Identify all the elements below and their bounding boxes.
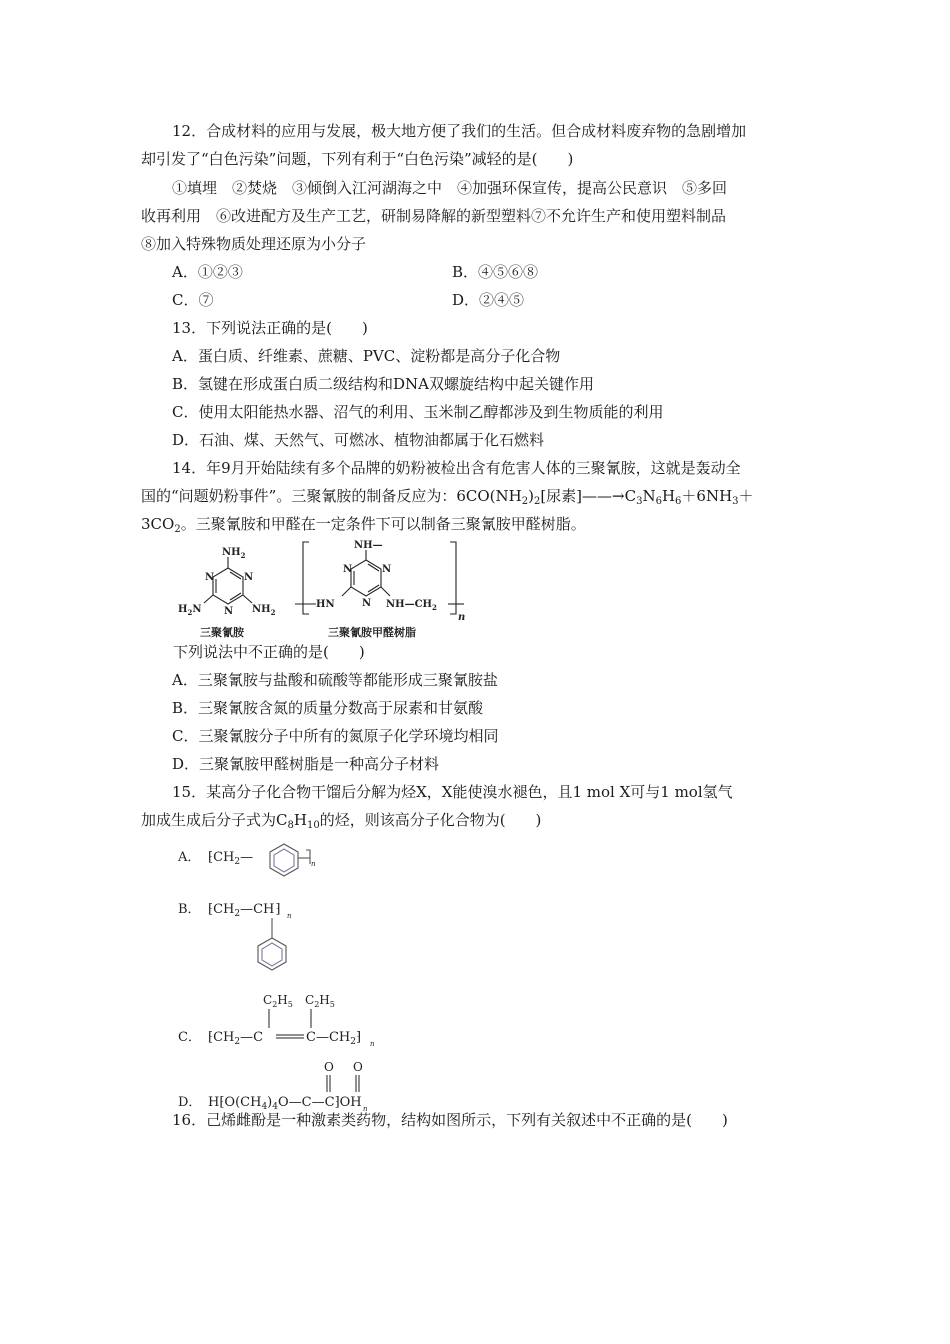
q12-list-line-3: ⑧加入特殊物质处理还原为小分子	[141, 235, 367, 253]
resin-top-nh: NH—	[354, 540, 383, 551]
q14-option-d: D．三聚氰胺甲醛树脂是一种高分子材料	[172, 755, 440, 773]
q15-option-a-formula: $⁅CH_2—$	[208, 850, 254, 867]
resin-left-hn: HN	[316, 599, 335, 610]
melamine-right-amine: $NH_2$	[252, 604, 276, 617]
q15-option-d-formula: $H⁅O(CH_4)_4O—C—C⁆OH$	[208, 1095, 362, 1112]
q15-option-d-bonds	[327, 1075, 359, 1092]
q15-option-b-label: B．	[178, 902, 201, 917]
q12-option-c: C．⑦	[172, 291, 214, 309]
q15-option-c-label: C．	[178, 1030, 201, 1045]
q15-option-c-ethyl-1: $C_2H_5$	[263, 993, 293, 1009]
q15-option-a-benzene	[270, 844, 310, 876]
q12-list-line-1: ①填埋 ②焚烧 ③倾倒入江河湖海之中 ④加强环保宣传，提高公民意识 ⑤多回	[172, 179, 728, 197]
q15-options-figure	[170, 838, 450, 1118]
melamine-ring-n-1: N	[205, 572, 215, 583]
q15-option-a-label: A．	[178, 850, 201, 865]
q12-stem-line-1: 12．合成材料的应用与发展，极大地方便了我们的生活。但合成材料废弃物的急剧增加	[172, 122, 747, 140]
q15-stem-line-2: 加成生成后分子式为$C_8H_{10}$的烃，则该高分子化合物为( )	[141, 811, 542, 831]
q15-stem-line-1: 15．某高分子化合物干馏后分解为烃X，X能使溴水褪色，且1 mol X可与1 mol氢气	[172, 783, 733, 801]
resin-repeat-n: n	[458, 612, 466, 623]
q15-option-d-label: D．	[178, 1095, 202, 1110]
melamine-left-amine: $H_2N$	[178, 604, 202, 617]
q16-stem: 16．己烯雌酚是一种激素类药物，结构如图所示，下列有关叙述中不正确的是( )	[172, 1111, 728, 1129]
q15-option-c-right: $C—CH_2⁆$	[306, 1030, 362, 1047]
q15-option-d-carbonyl-o-2: O	[353, 1060, 363, 1074]
q15-option-a-n: n	[311, 860, 316, 868]
q15-option-b-benzene	[258, 918, 286, 970]
q13-option-a: A．蛋白质、纤维素、蔗糖、PVC、淀粉都是高分子化合物	[172, 347, 561, 365]
q14-option-a: A．三聚氰胺与盐酸和硫酸等都能形成三聚氰胺盐	[172, 671, 498, 689]
q12-stem-line-2: 却引发了“白色污染”问题，下列有利于“白色污染”减轻的是( )	[141, 150, 574, 168]
q12-option-b: B．④⑤⑥⑧	[452, 263, 539, 281]
melamine-top-amine: $NH_2$	[222, 547, 246, 560]
q13-option-c: C．使用太阳能热水器、沼气的利用、玉米制乙醇都涉及到生物质能的利用	[172, 403, 664, 421]
resin-label: 三聚氰胺甲醛树脂	[328, 626, 416, 639]
q15-option-b-n: n	[287, 912, 292, 920]
resin-right-group: $NH—CH_2$	[386, 599, 437, 612]
resin-ring-n-3: N	[362, 598, 372, 609]
q14-question: 下列说法中不正确的是( )	[173, 643, 365, 661]
q13-stem: 13．下列说法正确的是( )	[172, 319, 368, 337]
q14-option-c: C．三聚氰胺分子中所有的氮原子化学环境均相同	[172, 727, 499, 745]
resin-ring-n-1: N	[343, 564, 353, 575]
q14-stem-line-1: 14．年9月开始陆续有多个品牌的奶粉被检出含有危害人体的三聚氰胺，这就是轰动全	[172, 459, 741, 477]
q15-option-c-n: n	[370, 1040, 375, 1048]
melamine-ring-n-2: N	[244, 572, 254, 583]
melamine-structure-figure	[170, 538, 470, 643]
q15-option-d-n: n	[363, 1105, 368, 1113]
q12-option-a: A．①②③	[172, 263, 243, 281]
resin-ring-n-2: N	[382, 564, 392, 575]
q15-option-c-bonds	[269, 1009, 311, 1038]
q15-option-c-ethyl-2: $C_2H_5$	[305, 993, 335, 1009]
melamine-ring-n-3: N	[224, 606, 234, 617]
q14-stem-line-2: 国的“问题奶粉事件”。三聚氰胺的制备反应为：$6CO(NH_2)_2$[尿素]$——\to C_3N_6H_6+6NH_3+$	[141, 487, 754, 507]
q14-option-b: B．三聚氰胺含氮的质量分数高于尿素和甘氨酸	[172, 699, 484, 717]
q13-option-b: B．氢键在形成蛋白质二级结构和DNA双螺旋结构中起关键作用	[172, 375, 595, 393]
q12-option-d: D．②④⑤	[452, 291, 525, 309]
q13-option-d: D．石油、煤、天然气、可燃冰、植物油都属于化石燃料	[172, 431, 545, 449]
q15-option-d-carbonyl-o-1: O	[324, 1060, 334, 1074]
q15-option-b-formula: $⁅CH_2—CH⁆$	[208, 902, 281, 919]
q12-list-line-2: 收再利用 ⑥改进配方及生产工艺，研制易降解的新型塑料⑦不允许生产和使用塑料制品	[141, 207, 727, 225]
q14-stem-line-3: $3CO_2$。三聚氰胺和甲醛在一定条件下可以制备三聚氰胺甲醛树脂。	[141, 515, 586, 535]
q15-option-c-left: $⁅CH_2—C$	[208, 1030, 264, 1047]
melamine-label: 三聚氰胺	[200, 626, 244, 639]
